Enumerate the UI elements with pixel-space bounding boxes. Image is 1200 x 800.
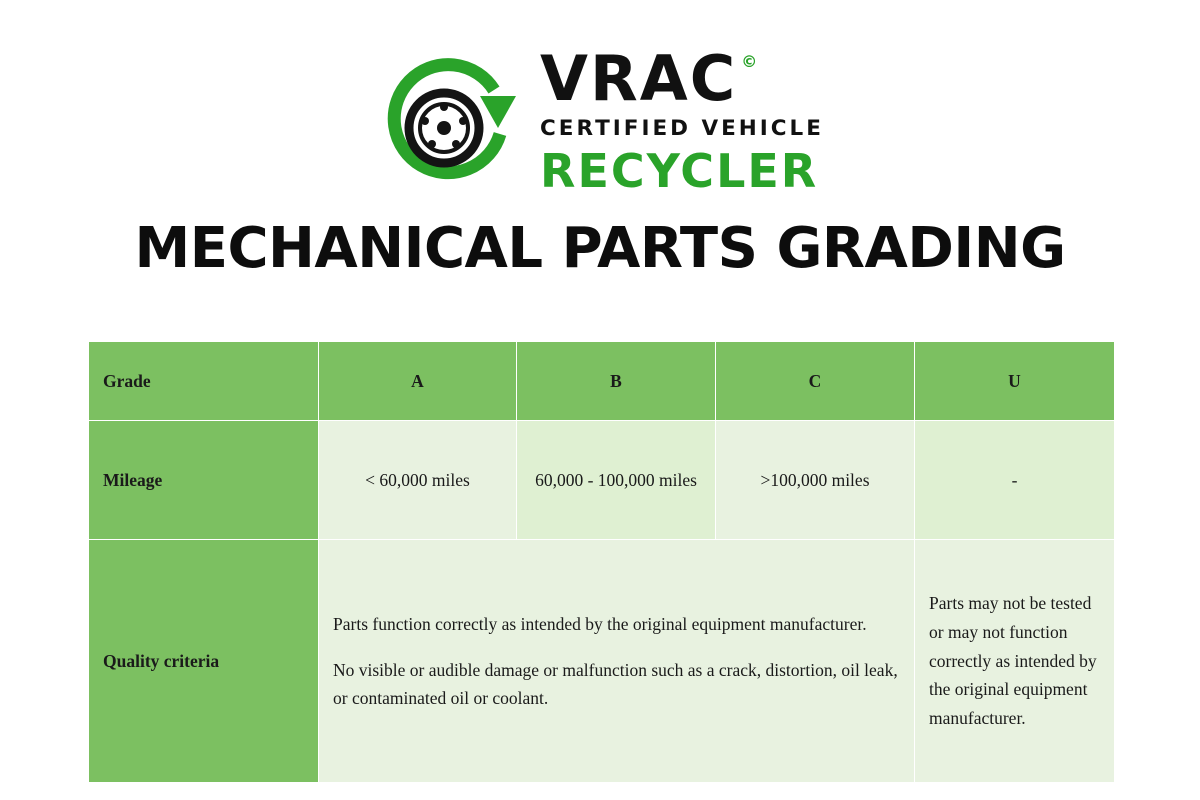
logo-brand-text: VRAC	[540, 42, 738, 115]
logo-tagline: CERTIFIED VEHICLE	[540, 116, 824, 141]
table-row-mileage	[89, 421, 1115, 540]
header-grade-b: B	[517, 342, 716, 421]
logo-wordmark	[540, 42, 824, 198]
mileage-grade-c: >100,000 miles	[716, 421, 915, 540]
mileage-grade-b: 60,000 - 100,000 miles	[517, 421, 716, 540]
recycling-wheel-icon	[376, 56, 526, 186]
quality-criteria-abc	[319, 540, 915, 783]
logo-brand	[540, 42, 824, 115]
table-header-row	[89, 342, 1115, 421]
vrac-logo	[376, 42, 824, 198]
copyright-icon: ©	[741, 52, 760, 71]
page-title: MECHANICAL PARTS GRADING	[134, 215, 1066, 281]
header-grade-label: Grade	[89, 342, 319, 421]
mileage-grade-u: -	[915, 421, 1115, 540]
header-grade-a: A	[319, 342, 517, 421]
mileage-grade-a: < 60,000 miles	[319, 421, 517, 540]
quality-criteria-paragraph-1: Parts function correctly as intended by the original equipment manufacturer.	[333, 614, 867, 634]
header-grade-u: U	[915, 342, 1115, 421]
row-label-quality-criteria: Quality criteria	[89, 540, 319, 783]
row-label-mileage: Mileage	[89, 421, 319, 540]
quality-criteria-u: Parts may not be tested or may not function correctly as intended by the original equipment manufacturer.	[915, 540, 1115, 783]
logo-block	[0, 0, 1200, 198]
table-row-quality-criteria	[89, 540, 1115, 783]
logo-recycler: RECYCLER	[540, 143, 819, 198]
grading-table	[88, 341, 1115, 783]
quality-criteria-paragraph-2: No visible or audible damage or malfunction such as a crack, distortion, oil leak, or contaminated oil or coolant.	[333, 660, 898, 708]
grading-table-wrapper	[88, 341, 1114, 783]
header-grade-c: C	[716, 342, 915, 421]
